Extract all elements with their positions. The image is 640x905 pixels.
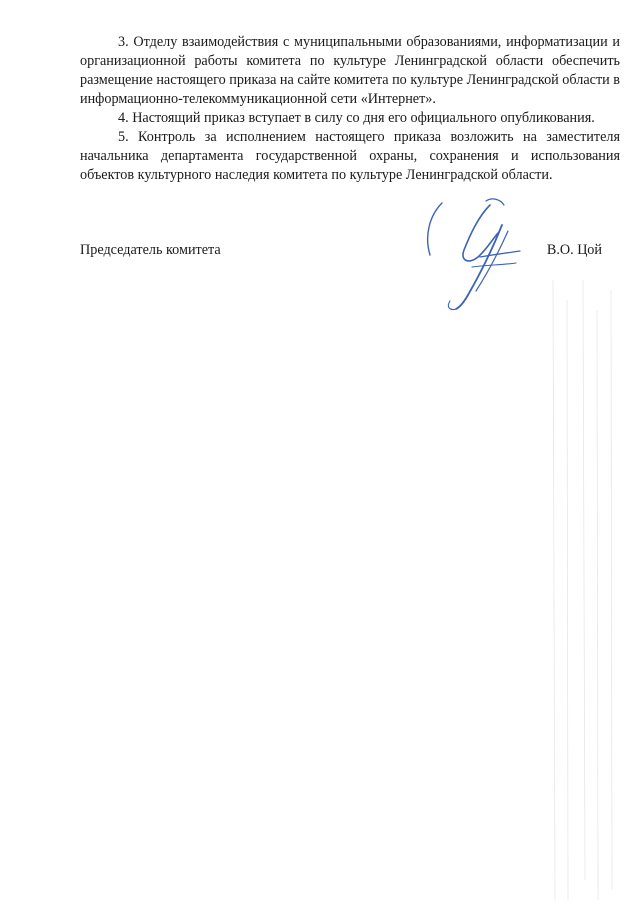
paragraph-item-4: 4. Настоящий приказ вступает в силу со дня его официального опубликования. — [118, 110, 595, 126]
paragraph-item-3: 3. Отделу взаимодействия с муниципальными образованиями, информатизации и организационной работы комитета по культуре Ленинградской области обеспечить размещение настоящего приказа на сайте комитета по культуре Ленинградской области в информационно-телекоммуникационной сети «Интернет». — [80, 34, 620, 107]
signatory-title: Председатель комитета — [80, 242, 221, 258]
paragraph-item-5: 5. Контроль за исполнением настоящего приказа возложить на заместителя начальника департамента государственной охраны, сохранения и использования объектов культурного наследия комитета по культуре Ленинградской области. — [80, 129, 620, 183]
scan-shadow-lines — [545, 280, 625, 900]
signatory-name: В.О. Цой — [546, 242, 602, 258]
handwritten-signature-icon — [420, 195, 535, 315]
order-body — [80, 33, 620, 185]
